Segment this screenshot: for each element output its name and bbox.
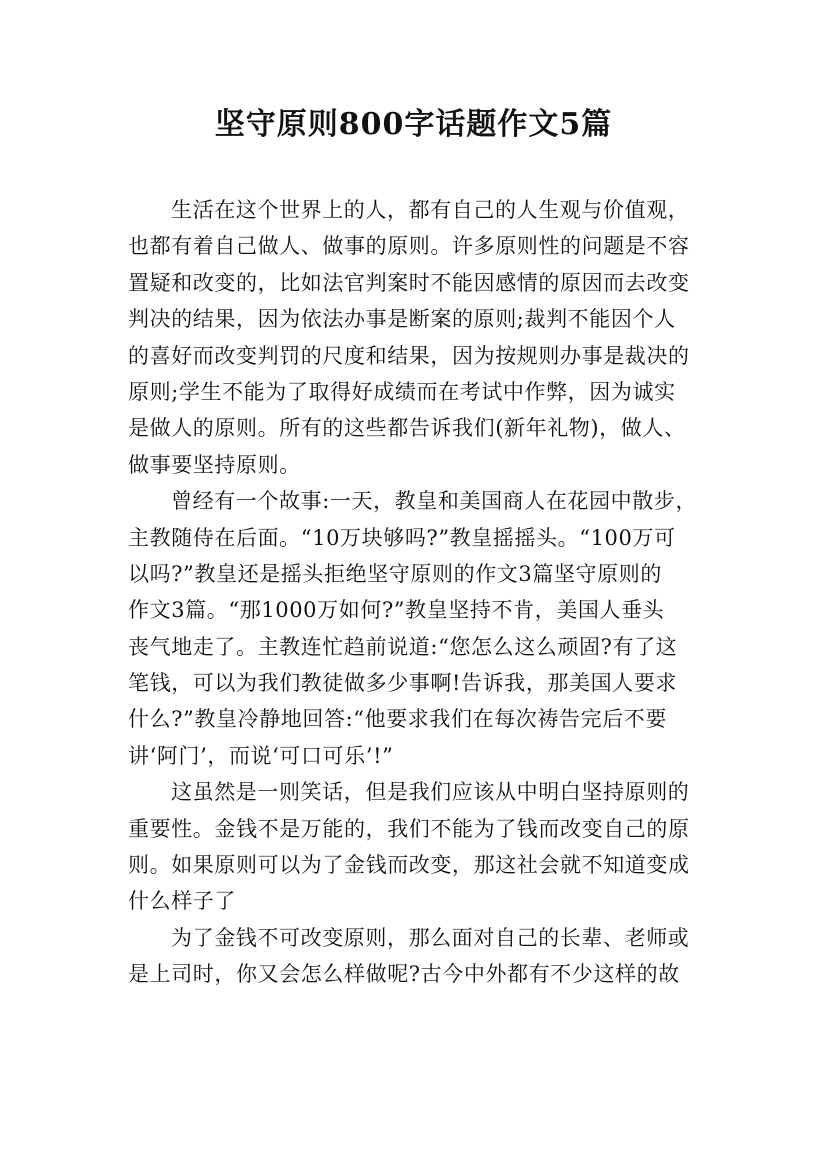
text-line: 是上司时，你又会怎么样做呢?古今中外都有不少这样的故: [128, 962, 680, 987]
paragraph-2: [128, 483, 718, 774]
text-line: 也都有着自己做人、做事的原则。许多原则性的问题是不容: [128, 234, 690, 259]
text-line: 是做人的原则。所有的这些都告诉我们(新年礼物)，做人、: [128, 416, 686, 441]
text-line: 什么样子了: [128, 889, 236, 914]
text-line: 曾经有一个故事:一天，教皇和美国商人在花园中散步，: [171, 489, 698, 514]
text-line: 的喜好而改变判罚的尺度和结果，因为按规则办事是裁决的: [128, 343, 690, 368]
text-line: 置疑和改变的，比如法官判案时不能因感情的原因而去改变: [128, 270, 690, 295]
text-line: 做事要坚持原则。: [128, 452, 301, 477]
text-line: 笔钱，可以为我们教徒做多少事啊!告诉我，那美国人要求: [128, 671, 678, 696]
text-line: 这虽然是一则笑话，但是我们应该从中明白坚持原则的: [171, 780, 690, 805]
paragraph-4: [128, 920, 718, 993]
text-line: 丧气地走了。主教连忙趋前说道:“您怎么这么顽固?有了这: [128, 634, 678, 659]
text-line: 为了金钱不可改变原则，那么面对自己的长辈、老师或: [171, 925, 690, 950]
text-line: 主教随侍在后面。“10万块够吗?”教皇摇摇头。“100万可: [128, 525, 676, 550]
text-line: 讲‘阿门’，而说‘可口可乐’!”: [128, 743, 394, 768]
text-line: 以吗?”教皇还是摇头拒绝坚守原则的作文3篇坚守原则的: [128, 561, 662, 586]
text-line: 作文3篇。“那1000万如何?”教皇坚持不肯，美国人垂头: [128, 598, 665, 623]
document-body: [128, 192, 718, 993]
text-line: 什么?”教皇冷静地回答:“他要求我们在每次祷告完后不要: [128, 707, 668, 732]
text-line: 原则;学生不能为了取得好成绩而在考试中作弊，因为诚实: [128, 379, 676, 404]
text-line: 判决的结果，因为依法办事是断案的原则;裁判不能因个人: [128, 307, 676, 332]
paragraph-3: [128, 774, 718, 920]
text-line: 则。如果原则可以为了金钱而改变，那这社会就不知道变成: [128, 853, 690, 878]
paragraph-1: [128, 192, 718, 483]
text-line: 生活在这个世界上的人，都有自己的人生观与价值观，: [171, 198, 690, 222]
document-title: 坚守原则800字话题作文5篇: [214, 107, 613, 142]
text-line: 重要性。金钱不是万能的，我们不能为了钱而改变自己的原: [128, 816, 690, 841]
